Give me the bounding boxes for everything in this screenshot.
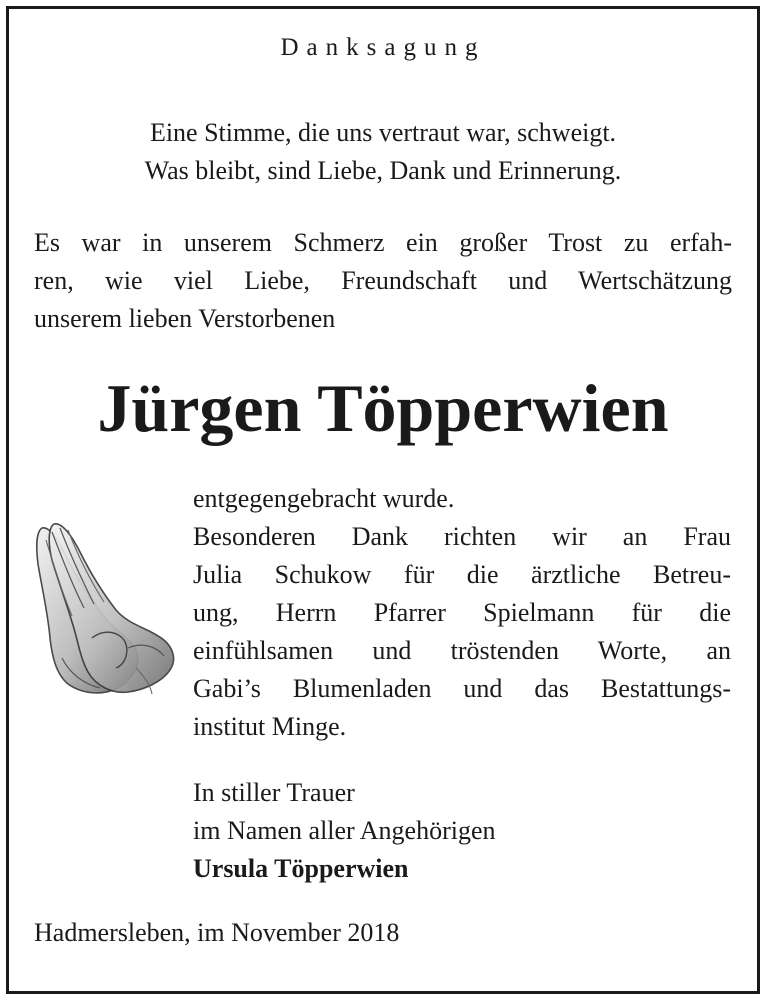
motto-line: Was bleibt, sind Liebe, Dank und Erinnerung. xyxy=(144,156,622,185)
thanks-line: Besonderen Dank richten wir an Frau xyxy=(193,522,731,551)
thanks-line: Julia Schukow für die ärztliche Betreu- xyxy=(193,560,731,589)
intro-line: ren, wie viel Liebe, Freundschaft und Wertschätzung xyxy=(34,266,732,295)
deceased-name: Jürgen Töpperwien xyxy=(97,370,669,446)
closing-line: im Namen aller Angehörigen xyxy=(193,816,496,845)
motto-line: Eine Stimme, die uns vertraut war, schweigt. xyxy=(149,118,617,147)
thanks-line: ung, Herrn Pfarrer Spielmann für die xyxy=(193,598,731,627)
thanks-line: Gabi’s Blumenladen und das Bestattungs- xyxy=(193,674,731,703)
thanks-paragraph xyxy=(193,480,731,746)
thanks-line: entgegengebracht wurde. xyxy=(193,484,455,513)
thanks-line: einfühlsamen und tröstenden Worte, an xyxy=(193,636,731,665)
closing-block xyxy=(193,774,731,888)
thanks-line: institut Minge. xyxy=(193,712,347,741)
closing-line: In stiller Trauer xyxy=(193,778,355,807)
intro-line: unserem lieben Verstorbenen xyxy=(34,304,336,333)
signer-name: Ursula Töpperwien xyxy=(193,854,409,883)
notice-heading: Danksagung xyxy=(280,34,486,61)
praying-hands-icon xyxy=(32,518,182,703)
motto xyxy=(0,114,766,190)
intro-line: Es war in unserem Schmerz ein großer Trost zu erfah- xyxy=(34,228,732,257)
intro-paragraph xyxy=(34,224,732,338)
place-date: Hadmersleben, im November 2018 xyxy=(34,918,400,947)
